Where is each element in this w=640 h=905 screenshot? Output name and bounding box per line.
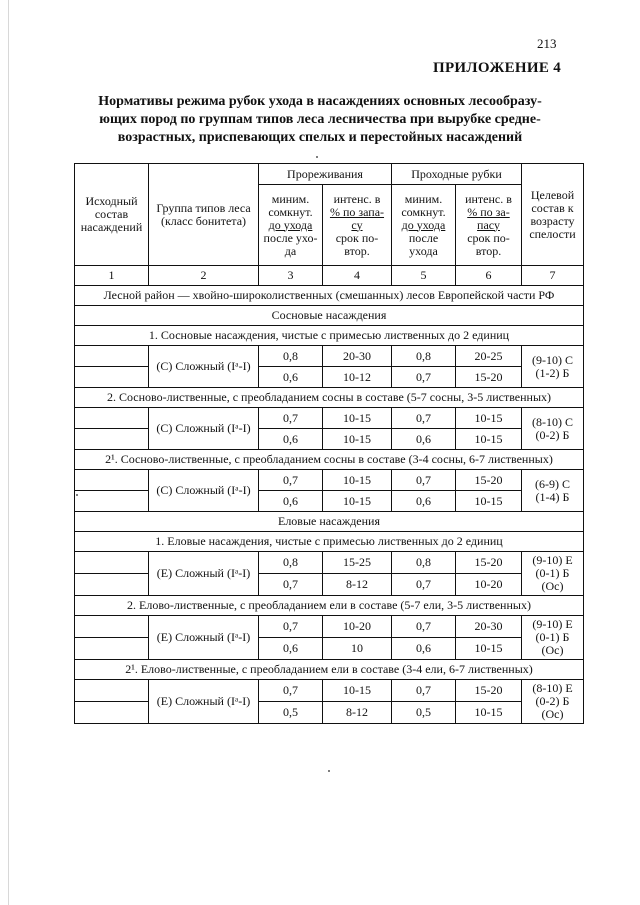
passage-intensity: 10-15 — [456, 702, 522, 724]
title-line: возрастных, приспевающих спелых и перестойных насаждений — [117, 130, 523, 145]
col-header-passage-min-density: миним. сомкнут. до ухода после ухода — [392, 185, 456, 266]
passage-intensity: 10-15 — [456, 429, 522, 450]
section-row — [75, 306, 584, 326]
target-composition-cell: (8-10) С (0-2) Б — [522, 408, 584, 450]
passage-min-density: 0,8 — [392, 346, 456, 367]
initial-composition-cell — [75, 429, 149, 450]
initial-composition-cell — [75, 491, 149, 512]
subsection-row — [75, 532, 584, 552]
passage-intensity: 20-30 — [456, 616, 522, 638]
column-number: 1 — [75, 266, 149, 286]
thinning-intensity: 20-30 — [323, 346, 392, 367]
column-number: 4 — [323, 266, 392, 286]
target-composition-cell: (9-10) Е (0-1) Б (Ос) — [522, 552, 584, 596]
group-header-thinning: Прореживания — [259, 164, 392, 185]
norms-table — [74, 163, 584, 724]
forest-type-cell: (С) Сложный (Iᵃ-I) — [149, 408, 259, 450]
thinning-min-density: 0,7 — [259, 616, 323, 638]
subsection-title: 1. Еловые насаждения, чистые с примесью лиственных до 2 единиц — [75, 532, 584, 552]
target-composition-cell: (6-9) С (1-4) Б — [522, 470, 584, 512]
subsection-row — [75, 388, 584, 408]
passage-intensity: 15-20 — [456, 367, 522, 388]
section-row — [75, 512, 584, 532]
table-row — [75, 680, 584, 702]
passage-min-density: 0,7 — [392, 616, 456, 638]
forest-type-cell: (Е) Сложный (Iᵃ-I) — [149, 616, 259, 660]
initial-composition-cell — [75, 346, 149, 367]
header-row-groups — [75, 164, 584, 185]
forest-type-cell: (С) Сложный (Iᵃ-I) — [149, 346, 259, 388]
target-composition-cell: (9-10) Е (0-1) Б (Ос) — [522, 616, 584, 660]
subsection-title: 2. Елово-лиственные, с преобладанием ели в составе (5-7 ели, 3-5 лиственных) — [75, 596, 584, 616]
passage-min-density: 0,6 — [392, 638, 456, 660]
passage-intensity: 10-15 — [456, 491, 522, 512]
initial-composition-cell — [75, 638, 149, 660]
passage-min-density: 0,7 — [392, 367, 456, 388]
passage-min-density: 0,8 — [392, 552, 456, 574]
target-composition-cell: (8-10) Е (0-2) Б (Ос) — [522, 680, 584, 724]
subsection-title: 2¹. Елово-лиственные, с преобладанием ели в составе (3-4 ели, 6-7 лиственных) — [75, 660, 584, 680]
thinning-min-density: 0,6 — [259, 638, 323, 660]
col-header-passage-intensity: интенс. в % по за- пасу срок по- втор. — [456, 185, 522, 266]
column-number: 2 — [149, 266, 259, 286]
initial-composition-cell — [75, 552, 149, 574]
initial-composition-cell — [75, 702, 149, 724]
page-number: 213 — [537, 36, 557, 51]
scan-speck — [316, 156, 318, 158]
passage-intensity: 10-20 — [456, 574, 522, 596]
thinning-min-density: 0,5 — [259, 702, 323, 724]
forest-type-cell: (Е) Сложный (Iᵃ-I) — [149, 552, 259, 596]
thinning-intensity: 10-15 — [323, 491, 392, 512]
passage-min-density: 0,6 — [392, 491, 456, 512]
scan-speck — [328, 770, 330, 772]
passage-intensity: 10-15 — [456, 408, 522, 429]
passage-intensity: 15-20 — [456, 470, 522, 491]
thinning-intensity: 8-12 — [323, 702, 392, 724]
column-number: 5 — [392, 266, 456, 286]
col-header-initial-composition: Исходный состав насаждений — [75, 164, 149, 266]
passage-min-density: 0,7 — [392, 574, 456, 596]
column-number-row — [75, 266, 584, 286]
table-row — [75, 616, 584, 638]
subsection-row — [75, 596, 584, 616]
thinning-min-density: 0,7 — [259, 680, 323, 702]
thinning-intensity: 15-25 — [323, 552, 392, 574]
thinning-min-density: 0,7 — [259, 408, 323, 429]
forest-type-cell: (Е) Сложный (Iᵃ-I) — [149, 680, 259, 724]
passage-min-density: 0,7 — [392, 680, 456, 702]
col-header-target-composition: Целевой состав к возрасту спелости — [522, 164, 584, 266]
scan-edge-line — [8, 0, 9, 905]
thinning-intensity: 10-15 — [323, 470, 392, 491]
initial-composition-cell — [75, 680, 149, 702]
passage-intensity: 15-20 — [456, 552, 522, 574]
table-row — [75, 408, 584, 429]
subsection-row — [75, 326, 584, 346]
forest-type-cell: (С) Сложный (Iᵃ-I) — [149, 470, 259, 512]
table-row — [75, 470, 584, 491]
thinning-min-density: 0,7 — [259, 470, 323, 491]
subsection-title: 2. Сосново-лиственные, с преобладанием сосны в составе (5-7 сосны, 3-5 лиственных) — [75, 388, 584, 408]
table-row — [75, 346, 584, 367]
passage-min-density: 0,5 — [392, 702, 456, 724]
initial-composition-cell — [75, 574, 149, 596]
thinning-min-density: 0,6 — [259, 491, 323, 512]
appendix-title: ПРИЛОЖЕНИЕ 4 — [433, 60, 561, 76]
thinning-intensity: 10-15 — [323, 408, 392, 429]
passage-min-density: 0,7 — [392, 408, 456, 429]
title-line: ющих пород по группам типов леса лесничества при вырубке средне- — [99, 112, 541, 127]
passage-min-density: 0,7 — [392, 470, 456, 491]
thinning-min-density: 0,8 — [259, 346, 323, 367]
thinning-intensity: 10-15 — [323, 680, 392, 702]
table-row — [75, 552, 584, 574]
section-title-pine: Сосновые насаждения — [75, 306, 584, 326]
thinning-intensity: 10 — [323, 638, 392, 660]
title-line: Нормативы режима рубок ухода в насаждениях основных лесообразу- — [98, 94, 542, 109]
column-number: 6 — [456, 266, 522, 286]
initial-composition-cell — [75, 367, 149, 388]
col-header-thinning-intensity: интенс. в % по запа- су срок по- втор. — [323, 185, 392, 266]
initial-composition-cell — [75, 408, 149, 429]
group-header-passage-cuttings: Проходные рубки — [392, 164, 522, 185]
passage-min-density: 0,6 — [392, 429, 456, 450]
subsection-title: 2¹. Сосново-лиственные, с преобладанием сосны в составе (3-4 сосны, 6-7 лиственных) — [75, 450, 584, 470]
thinning-min-density: 0,6 — [259, 367, 323, 388]
col-header-forest-type-group: Группа типов леса (класс бонитета) — [149, 164, 259, 266]
initial-composition-cell — [75, 616, 149, 638]
thinning-min-density: 0,8 — [259, 552, 323, 574]
subsection-row — [75, 450, 584, 470]
region-row — [75, 286, 584, 306]
subsection-row — [75, 660, 584, 680]
column-number: 3 — [259, 266, 323, 286]
target-composition-cell: (9-10) С (1-2) Б — [522, 346, 584, 388]
subsection-title: 1. Сосновые насаждения, чистые с примесью лиственных до 2 единиц — [75, 326, 584, 346]
column-number: 7 — [522, 266, 584, 286]
passage-intensity: 20-25 — [456, 346, 522, 367]
thinning-intensity: 8-12 — [323, 574, 392, 596]
thinning-intensity: 10-20 — [323, 616, 392, 638]
thinning-min-density: 0,6 — [259, 429, 323, 450]
passage-intensity: 10-15 — [456, 638, 522, 660]
col-header-thinning-min-density: миним. сомкнут. до ухода после ухо- да — [259, 185, 323, 266]
initial-composition-cell — [75, 470, 149, 491]
thinning-intensity: 10-15 — [323, 429, 392, 450]
document-title — [60, 93, 580, 147]
thinning-min-density: 0,7 — [259, 574, 323, 596]
passage-intensity: 15-20 — [456, 680, 522, 702]
forest-region-label: Лесной район — хвойно-широколиственных (смешанных) лесов Европейской части РФ — [75, 286, 584, 306]
section-title-spruce: Еловые насаждения — [75, 512, 584, 532]
thinning-intensity: 10-12 — [323, 367, 392, 388]
